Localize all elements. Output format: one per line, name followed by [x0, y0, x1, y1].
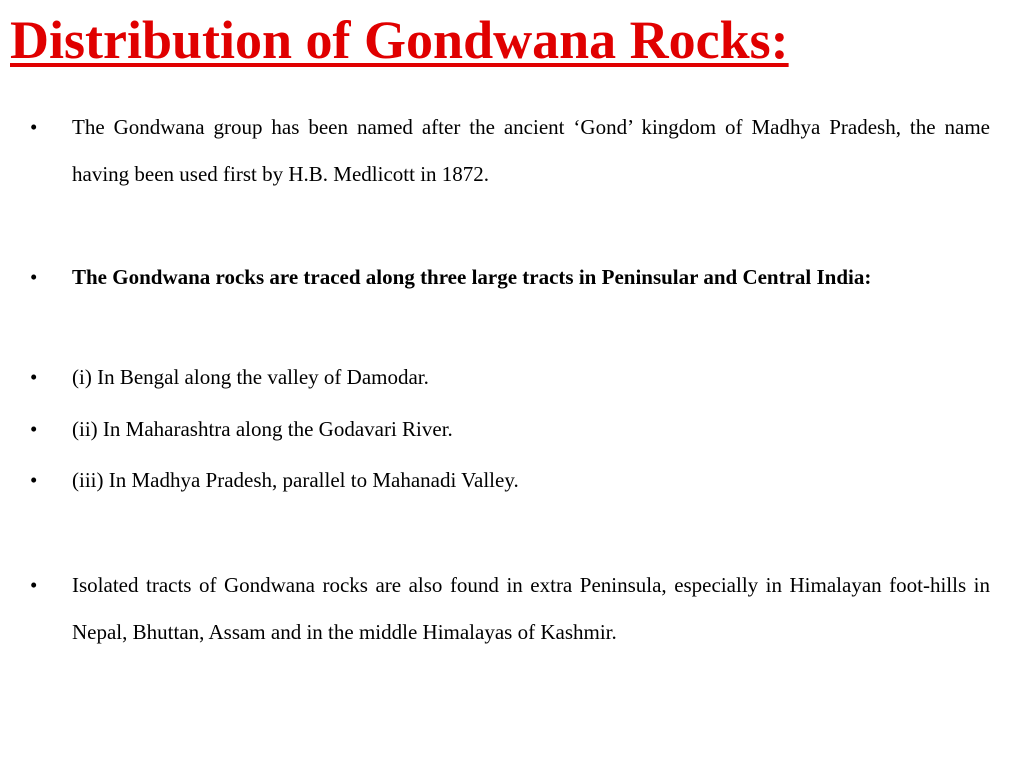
- bullet-dot-icon: •: [30, 115, 38, 139]
- bullet-text: (ii) In Maharashtra along the Godavari River.: [72, 417, 453, 441]
- bullet-text: (i) In Bengal along the valley of Damodar.: [72, 365, 429, 389]
- bullet-text: Isolated tracts of Gondwana rocks are also found in extra Peninsula, especially in Himalayan foot-hills in Nepal, Bhuttan, Assam and in the middle Himalayas of Kashmir.: [72, 573, 990, 644]
- bullet-text: (iii) In Madhya Pradesh, parallel to Mahanadi Valley.: [72, 468, 519, 492]
- bullet-text-heading: The Gondwana rocks are traced along three large tracts in Peninsular and Central India:: [72, 265, 872, 289]
- slide-title: Distribution of Gondwana Rocks:: [10, 10, 789, 70]
- bullet-dot-icon: •: [30, 265, 38, 289]
- bullet-dot-icon: •: [30, 573, 38, 597]
- bullet-dot-icon: •: [30, 468, 38, 492]
- bullet-dot-icon: •: [30, 365, 38, 389]
- bullet-dot-icon: •: [30, 417, 38, 441]
- bullet-text: The Gondwana group has been named after the ancient ‘Gond’ kingdom of Madhya Pradesh, the name having been used first by H.B. Medlicott in 1872.: [72, 115, 990, 186]
